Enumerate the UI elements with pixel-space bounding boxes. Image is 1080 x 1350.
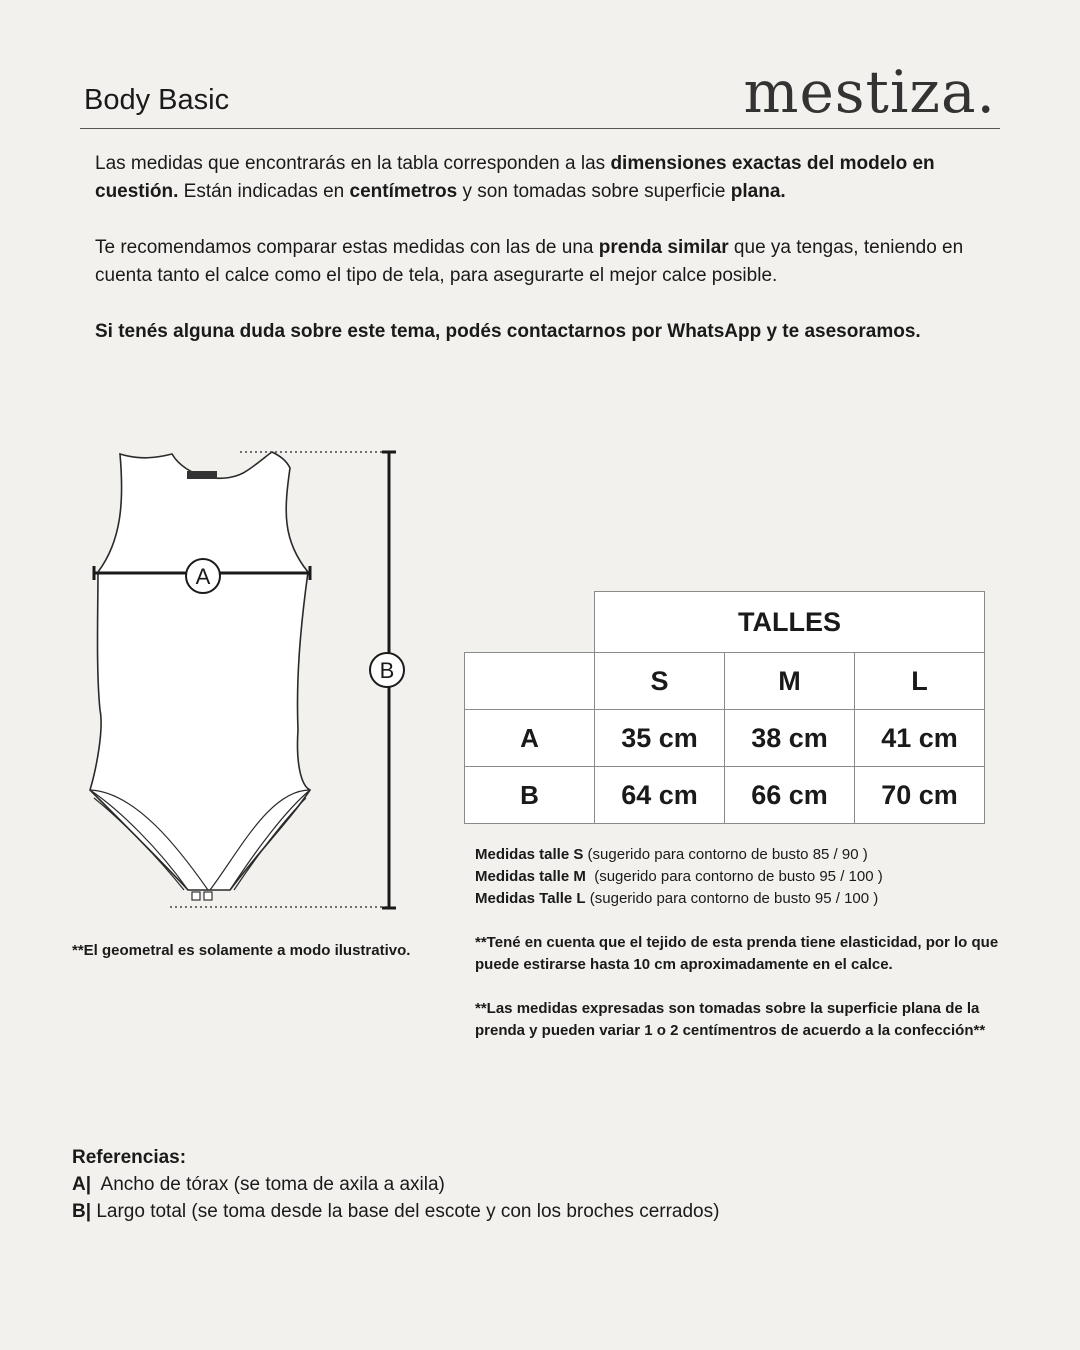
reference-item-b: B| Largo total (se toma desde la base del escote y con los broches cerrados): [72, 1201, 720, 1222]
cell-b-m: 66 cm: [725, 767, 855, 824]
intro-paragraph-3: Si tenés alguna duda sobre este tema, podés contactarnos por WhatsApp y te asesoramos.: [95, 321, 921, 342]
garment-tag-icon: [187, 471, 217, 479]
brand-logo: mestiza.: [743, 58, 996, 126]
intro-paragraph-2: Te recomendamos comparar estas medidas con las de una prenda similar que ya tengas, teniendo en cuenta tanto el calce como el tipo de tela, para asegurarte el mejor calce posible.: [95, 237, 964, 286]
measure-b-label: B: [379, 658, 395, 683]
cell-a-m: 38 cm: [725, 710, 855, 767]
size-note-m: Medidas talle M (sugerido para contorno de busto 95 / 100 ): [475, 868, 883, 885]
table-row: [465, 710, 985, 767]
references: [72, 1144, 719, 1225]
size-note-l: Medidas Talle L (sugerido para contorno de busto 95 / 100 ): [475, 890, 879, 907]
size-notes: [475, 844, 1005, 1042]
bodysuit-diagram: [60, 430, 460, 930]
references-heading: Referencias:: [72, 1147, 187, 1168]
header-divider: [80, 128, 1000, 129]
cell-b-l: 70 cm: [855, 767, 985, 824]
row-label-b: B: [465, 767, 595, 824]
cell-b-s: 64 cm: [595, 767, 725, 824]
garment-illustration: [60, 430, 460, 930]
table-row: [465, 767, 985, 824]
reference-item-a: A| Ancho de tórax (se toma de axila a axila): [72, 1174, 445, 1195]
cell-a-l: 41 cm: [855, 710, 985, 767]
intro-paragraph-1: Las medidas que encontrarás en la tabla corresponden a las dimensiones exactas del modelo en cuestión. Están indicadas en centímetros y son tomadas sobre superficie plana.: [95, 153, 935, 202]
size-header-s: S: [595, 653, 725, 710]
size-note-s: Medidas talle S (sugerido para contorno de busto 85 / 90 ): [475, 846, 868, 863]
size-table-title-row: [465, 592, 985, 653]
size-table: [464, 591, 985, 824]
size-header-m: M: [725, 653, 855, 710]
intro-text: [95, 150, 1015, 374]
row-label-a: A: [465, 710, 595, 767]
size-table-heading: TALLES: [595, 592, 985, 653]
cell-a-s: 35 cm: [595, 710, 725, 767]
size-table-header-row: [465, 653, 985, 710]
flat-measure-note: **Las medidas expresadas son tomadas sobre la superficie plana de la prenda y pueden variar 1 o 2 centímentros de acuerdo a la confección**: [475, 1000, 986, 1039]
measure-a-label: A: [195, 564, 211, 589]
size-header-l: L: [855, 653, 985, 710]
page-title: Body Basic: [84, 84, 230, 116]
illustration-note: **El geometral es solamente a modo ilustrativo.: [72, 942, 411, 959]
elasticity-note: **Tené en cuenta que el tejido de esta prenda tiene elasticidad, por lo que puede estirarse hasta 10 cm aproximadamente en el calce.: [475, 934, 999, 973]
